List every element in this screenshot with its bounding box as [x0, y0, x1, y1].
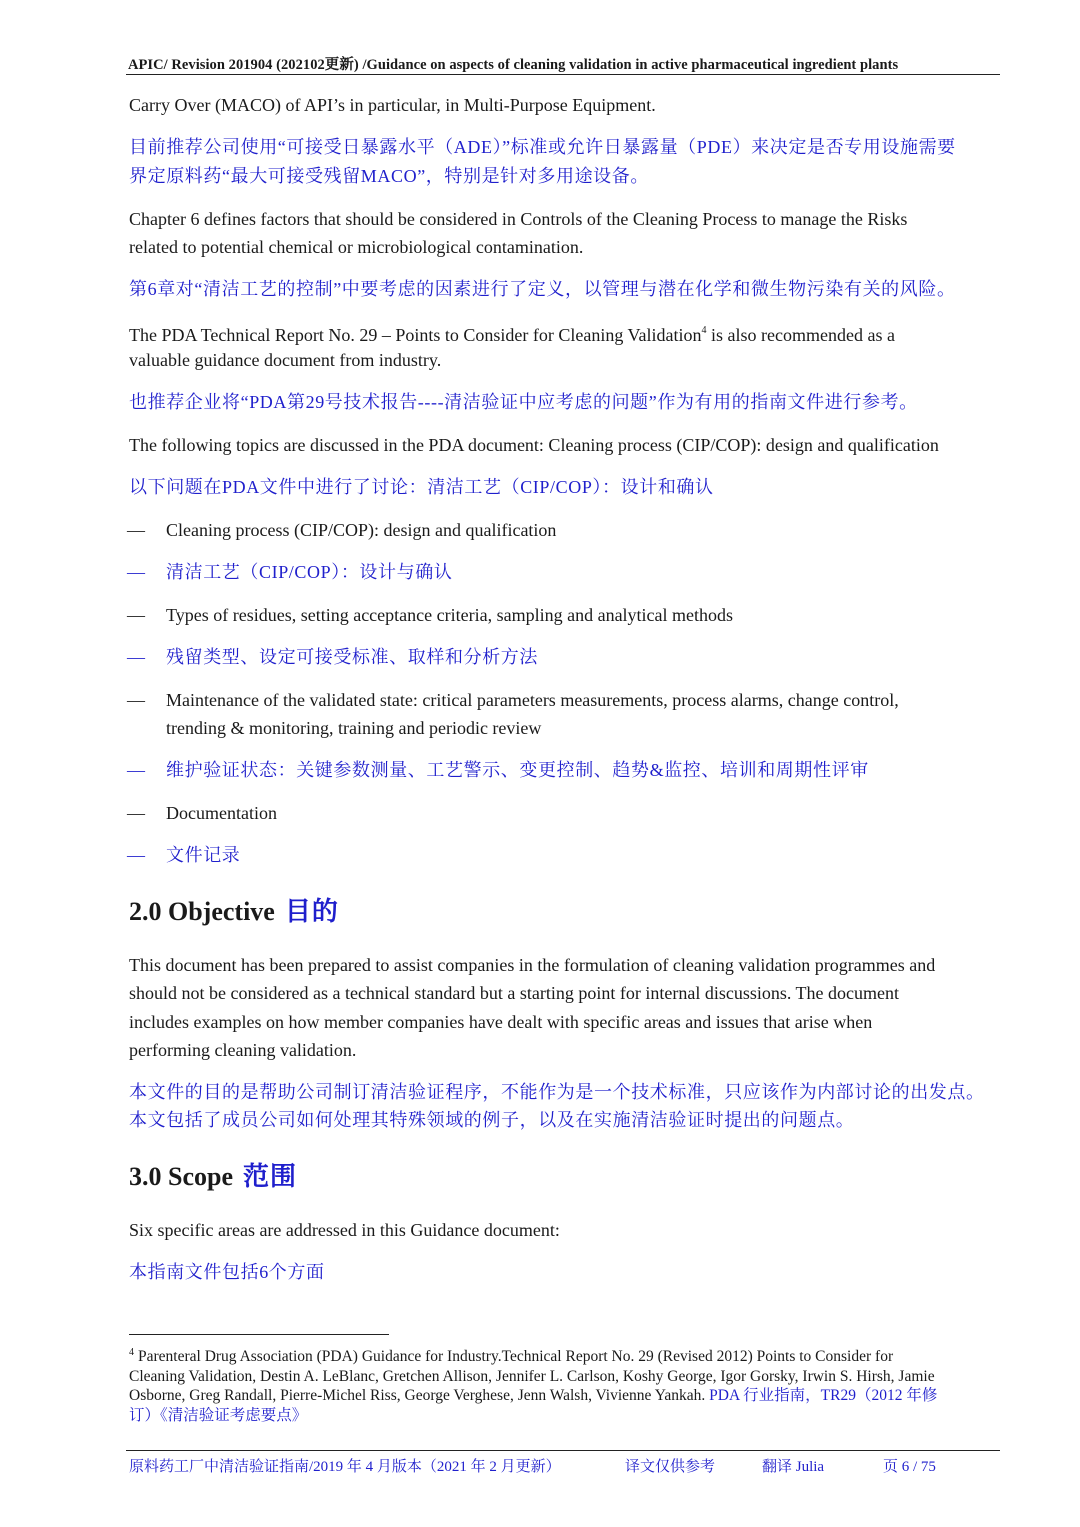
text-run: The PDA Technical Report No. 29 – Points to Consider for Cleaning Validation	[129, 325, 702, 345]
paragraph-en: valuable guidance document from industry.	[129, 350, 442, 370]
section-heading	[129, 1161, 297, 1193]
list-dash: —	[127, 803, 145, 823]
paragraph-zh: 本文包括了成员公司如何处理其特殊领域的例子，以及在实施清洁验证时提出的问题点。	[129, 1110, 855, 1130]
footnote-text: Osborne, Greg Randall, Pierre-Michel Riss, George Verghese, Jenn Walsh, Vivienne Yankah.	[129, 1387, 710, 1404]
running-header: APIC/ Revision 201904 (202102更新) /Guidance on aspects of cleaning validation in active pharmaceutical ingredient plants	[128, 57, 899, 73]
list-dash: —	[127, 520, 145, 540]
paragraph-en: related to potential chemical or microbiological contamination.	[129, 237, 584, 257]
list-dash: —	[127, 605, 145, 625]
page-number: 页 6 / 75	[883, 1459, 936, 1475]
list-item-zh: 残留类型、设定可接受标准、取样和分析方法	[166, 647, 538, 667]
paragraph-en: Chapter 6 defines factors that should be considered in Controls of the Cleaning Process to manage the Risks	[129, 209, 908, 229]
list-dash: —	[127, 845, 146, 865]
footnote-reference[interactable]: 4	[701, 325, 707, 336]
section-heading	[129, 896, 339, 928]
footnote	[129, 1343, 999, 1425]
paragraph-zh: 目前推荐公司使用“可接受日暴露水平（ADE）”标准或允许日暴露量（PDE）来决定是否专用设施需要	[129, 137, 956, 157]
footer-note: 译文仅供参考	[625, 1459, 716, 1475]
footnote-text: Cleaning Validation, Destin A. LeBlanc, Gretchen Allison, Jennifer L. Carlson, Koshy George, Igor Gorsky, Irwin S. Hirsh, Jamie	[129, 1367, 935, 1385]
paragraph-en: Carry Over (MACO) of API’s in particular, in Multi-Purpose Equipment.	[129, 95, 656, 115]
paragraph-en: should not be considered as a technical standard but a starting point for internal discussions. The document	[129, 983, 899, 1003]
footnote-number: 4	[129, 1347, 134, 1358]
section-heading-zh: 目的	[284, 897, 339, 926]
list-item-en: Types of residues, setting acceptance criteria, sampling and analytical methods	[166, 605, 734, 625]
paragraph-zh: 第6章对“清洁工艺的控制”中要考虑的因素进行了定义，以管理与潜在化学和微生物污染有关的风险。	[129, 279, 956, 299]
paragraph-en: performing cleaning validation.	[129, 1040, 357, 1060]
paragraph-en: This document has been prepared to assist companies in the formulation of cleaning validation programmes and	[129, 955, 936, 975]
paragraph-zh: 也推荐企业将“PDA第29号技术报告----清洁验证中应考虑的问题”作为有用的指南文件进行参考。	[129, 392, 918, 412]
footnote-rule	[129, 1334, 389, 1335]
list-dash: —	[127, 690, 145, 710]
paragraph-en: Six specific areas are addressed in this Guidance document:	[129, 1220, 560, 1240]
header-rule	[126, 74, 1000, 75]
section-heading-zh: 范围	[243, 1162, 298, 1191]
paragraph-en: The following topics are discussed in the PDA document: Cleaning process (CIP/COP): design and qualification	[129, 435, 939, 455]
list-item-zh: 文件记录	[166, 845, 241, 865]
list-dash: —	[127, 647, 146, 667]
paragraph-en: includes examples on how member companies have dealt with specific areas and issues that arise when	[129, 1012, 873, 1032]
text-run: is also recommended as a	[706, 325, 895, 345]
list-item-en: Documentation	[166, 803, 277, 823]
list-item-zh: 维护验证状态：关键参数测量、工艺警示、变更控制、趋势&监控、培训和周期性评审	[166, 760, 869, 780]
section-heading-en: 3.0 Scope	[129, 1162, 233, 1191]
footnote-text-zh: 订）《清洁验证考虑要点》	[129, 1406, 308, 1424]
list-dash: —	[127, 562, 146, 582]
list-dash: —	[127, 760, 146, 780]
footnote-text: Parenteral Drug Association (PDA) Guidance for Industry.Technical Report No. 29 (Revised 2012) Points to Consider for	[138, 1348, 894, 1365]
footer-document-title: 原料药工厂中清洁验证指南/2019 年 4 月版本（2021 年 2 月更新）	[129, 1459, 561, 1475]
list-item-zh: 清洁工艺（CIP/COP）：设计与确认	[166, 562, 453, 582]
paragraph-zh: 以下问题在PDA文件中进行了讨论：清洁工艺（CIP/COP）：设计和确认	[129, 477, 714, 497]
paragraph-zh: 本指南文件包括6个方面	[129, 1262, 325, 1282]
footnote-text-zh: PDA 行业指南，TR29（2012 年修	[709, 1387, 938, 1404]
list-item-en: Maintenance of the validated state: critical parameters measurements, process alarms, change control,	[166, 690, 899, 710]
list-item-en: Cleaning process (CIP/COP): design and qualification	[166, 520, 557, 540]
paragraph-zh: 界定原料药“最大可接受残留MACO”，特别是针对多用途设备。	[129, 166, 649, 186]
footer-translator: 翻译 Julia	[762, 1459, 825, 1475]
list-item-en: trending & monitoring, training and periodic review	[166, 718, 542, 738]
paragraph-zh: 本文件的目的是帮助公司制订清洁验证程序，不能作为是一个技术标准，只应该作为内部讨论的出发点。	[129, 1082, 985, 1102]
section-heading-en: 2.0 Objective	[129, 897, 275, 926]
paragraph-en	[129, 317, 1001, 350]
footer-rule	[126, 1450, 1000, 1451]
